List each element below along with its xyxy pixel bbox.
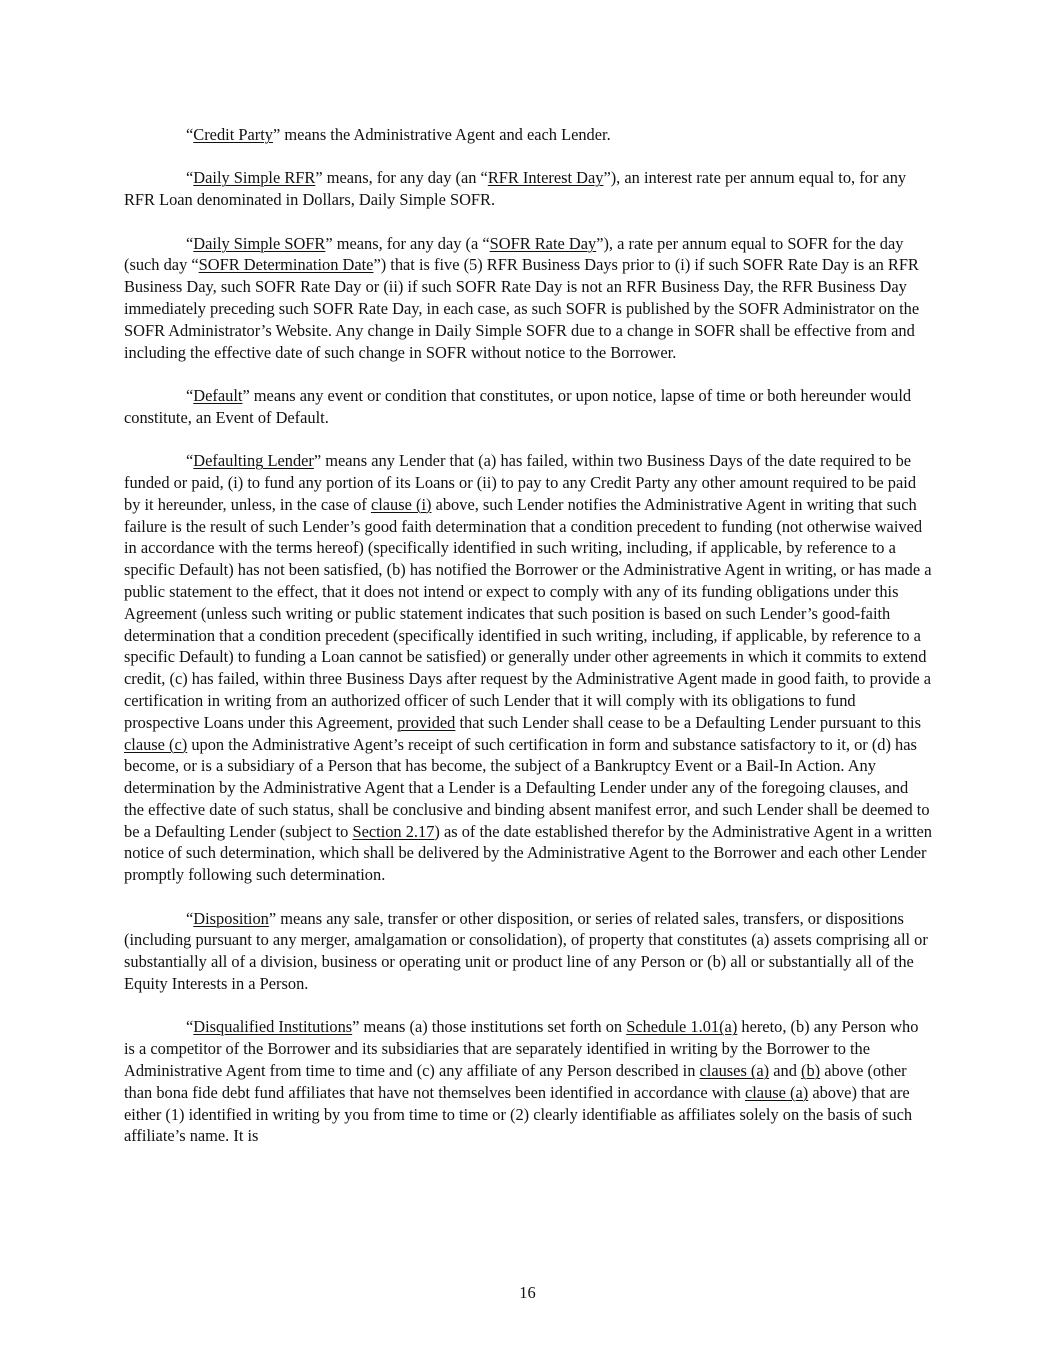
defined-term: Credit Party: [193, 125, 273, 144]
definition-text: upon the Administrative Agent’s receipt of such certification in form and substance satisfactory to it, or (d) has become, or is a subsidiary of a Person that has become, the subject of a Bankruptcy Event or a Bail-In Action. Any determination by the Administrative Agent that a Lender is a Defaulting Lender under any of the foregoing clauses, and the effective date of such status, shall be conclusive and binding absent manifest error, and such Lender shall be deemed to be a Defaulting Lender (subject to: [124, 734, 930, 841]
definition-text: ) as of the date established therefor by the Administrative Agent in a written notice of such determination, which shall be delivered by the Administrative Agent to the Borrower and each other Lender promptly following such determination.: [124, 821, 932, 885]
section-reference: Section 2.17: [352, 821, 435, 841]
schedule-reference: Schedule 1.01(a): [626, 1017, 738, 1037]
open-quote: “: [186, 451, 194, 471]
definition-daily-simple-rfr: [124, 167, 932, 211]
definition-credit-party: [124, 124, 932, 146]
definition-text: ” means, for any day (a “: [325, 233, 490, 253]
page-number: 16: [519, 1283, 536, 1302]
document-page: [124, 124, 932, 1169]
definition-text: ” means any sale, transfer or other disposition, or series of related sales, transfers, or dispositions (including pursuant to any merger, amalgamation or consolidation), of property that constitutes (a) assets comprising all or substantially all of a division, business or operating unit or product line of any Person or (b) all or substantially all of the Equity Interests in a Person.: [124, 908, 928, 994]
defined-term-inline: SOFR Determination Date: [198, 255, 374, 275]
open-quote: “: [186, 125, 194, 144]
clause-reference: clause (i): [370, 494, 432, 514]
definition-text: hereto, (b) any Person who is a competitor of the Borrower and its subsidiaries that are separately identified in writing by the Borrower to the Administrative Agent from time to time and (c) any affiliate of any Person described in: [124, 1017, 919, 1081]
definition-text: ” means the Administrative Agent and each Lender.: [272, 125, 611, 144]
open-quote: “: [186, 908, 194, 928]
open-quote: “: [186, 1017, 194, 1037]
definition-text: ”), a rate per annum equal to SOFR for the day (such day “: [124, 233, 904, 275]
definition-disqualified-institutions: [124, 1016, 932, 1147]
defined-term: Disposition: [193, 908, 269, 928]
defined-term: Daily Simple SOFR: [193, 233, 326, 253]
open-quote: “: [186, 233, 194, 253]
definition-defaulting-lender: [124, 450, 932, 886]
definition-text: that such Lender shall cease to be a Defaulting Lender pursuant to this: [455, 712, 921, 732]
definition-text: ” means any event or condition that constitutes, or upon notice, lapse of time or both hereunder would constitute, an Event of Default.: [124, 385, 912, 427]
defined-term-inline: RFR Interest Day: [487, 168, 604, 188]
proviso-reference: provided: [397, 712, 456, 732]
definition-default: [124, 385, 932, 429]
definition-text: ” means any Lender that (a) has failed, within two Business Days of the date required to be funded or paid, (i) to fund any portion of its Loans or (ii) to pay to any Credit Party any other amount required to be paid by it hereunder, unless, in the case of: [124, 451, 917, 514]
definition-text: ” means (a) those institutions set forth on: [352, 1017, 627, 1037]
definition-text: ”) that is five (5) RFR Business Days prior to (i) if such SOFR Rate Day is an RFR Business Day, such SOFR Rate Day or (ii) if such SOFR Rate Day is not an RFR Business Day, the RFR Business Day immediately preceding such SOFR Rate Day, in each case, as such SOFR is published by the SOFR Administrator on the SOFR Administrator’s Website. Any change in Daily Simple SOFR due to a change in SOFR shall be effective from and including the effective date of such change in SOFR without notice to the Borrower.: [124, 255, 920, 362]
defined-term: Defaulting Lender: [193, 451, 314, 471]
definition-text: above, such Lender notifies the Administrative Agent in writing that such failure is the result of such Lender’s good faith determination that a condition precedent to funding (not otherwise waived in accordance with the terms hereof) (specifically identified in such writing, including, if applicable, by reference to a specific Default) has not been satisfied, (b) has notified the Borrower or the Administrative Agent in writing, or has made a public statement to the effect, that it does not intend or expect to comply with any of its funding obligations under this Agreement (unless such writing or public statement indicates that such position is based on such Lender’s good-faith determination that a condition precedent (specifically identified in such writing, including, if applicable, by reference to a specific Default) to funding a Loan cannot be satisfied) or generally under other agreements in which it commits to extend credit, (c) has failed, within three Business Days after request by the Administrative Agent made in good faith, to provide a certification in writing from an authorized officer of such Lender that it will comply with its obligations to fund prospective Loans under this Agreement,: [124, 494, 932, 732]
definition-text: above (other than bona fide debt fund affiliates that have not themselves been identified in accordance with: [124, 1061, 907, 1102]
definition-disposition: [124, 908, 932, 995]
definition-daily-simple-sofr: [124, 233, 932, 364]
open-quote: “: [186, 385, 194, 405]
definition-text: and: [769, 1061, 801, 1081]
open-quote: “: [186, 168, 194, 188]
clause-reference: (b): [801, 1061, 821, 1081]
defined-term: Default: [193, 385, 243, 405]
defined-term-inline: SOFR Rate Day: [489, 233, 597, 253]
clause-reference: clauses (a): [699, 1061, 770, 1081]
clause-reference: clause (a): [744, 1082, 809, 1102]
definition-text: ” means, for any day (an “: [315, 168, 488, 188]
clause-reference: clause (c): [124, 734, 188, 754]
definition-text: above) that are either (1) identified in writing by you from time to time or (2) clearly identifiable as affiliates solely on the basis of such affiliate’s name. It is: [124, 1082, 913, 1146]
definition-text: ”), an interest rate per annum equal to, for any RFR Loan denominated in Dollars, Daily Simple SOFR.: [124, 168, 907, 210]
defined-term: Daily Simple RFR: [193, 168, 316, 188]
defined-term: Disqualified Institutions: [193, 1017, 353, 1037]
